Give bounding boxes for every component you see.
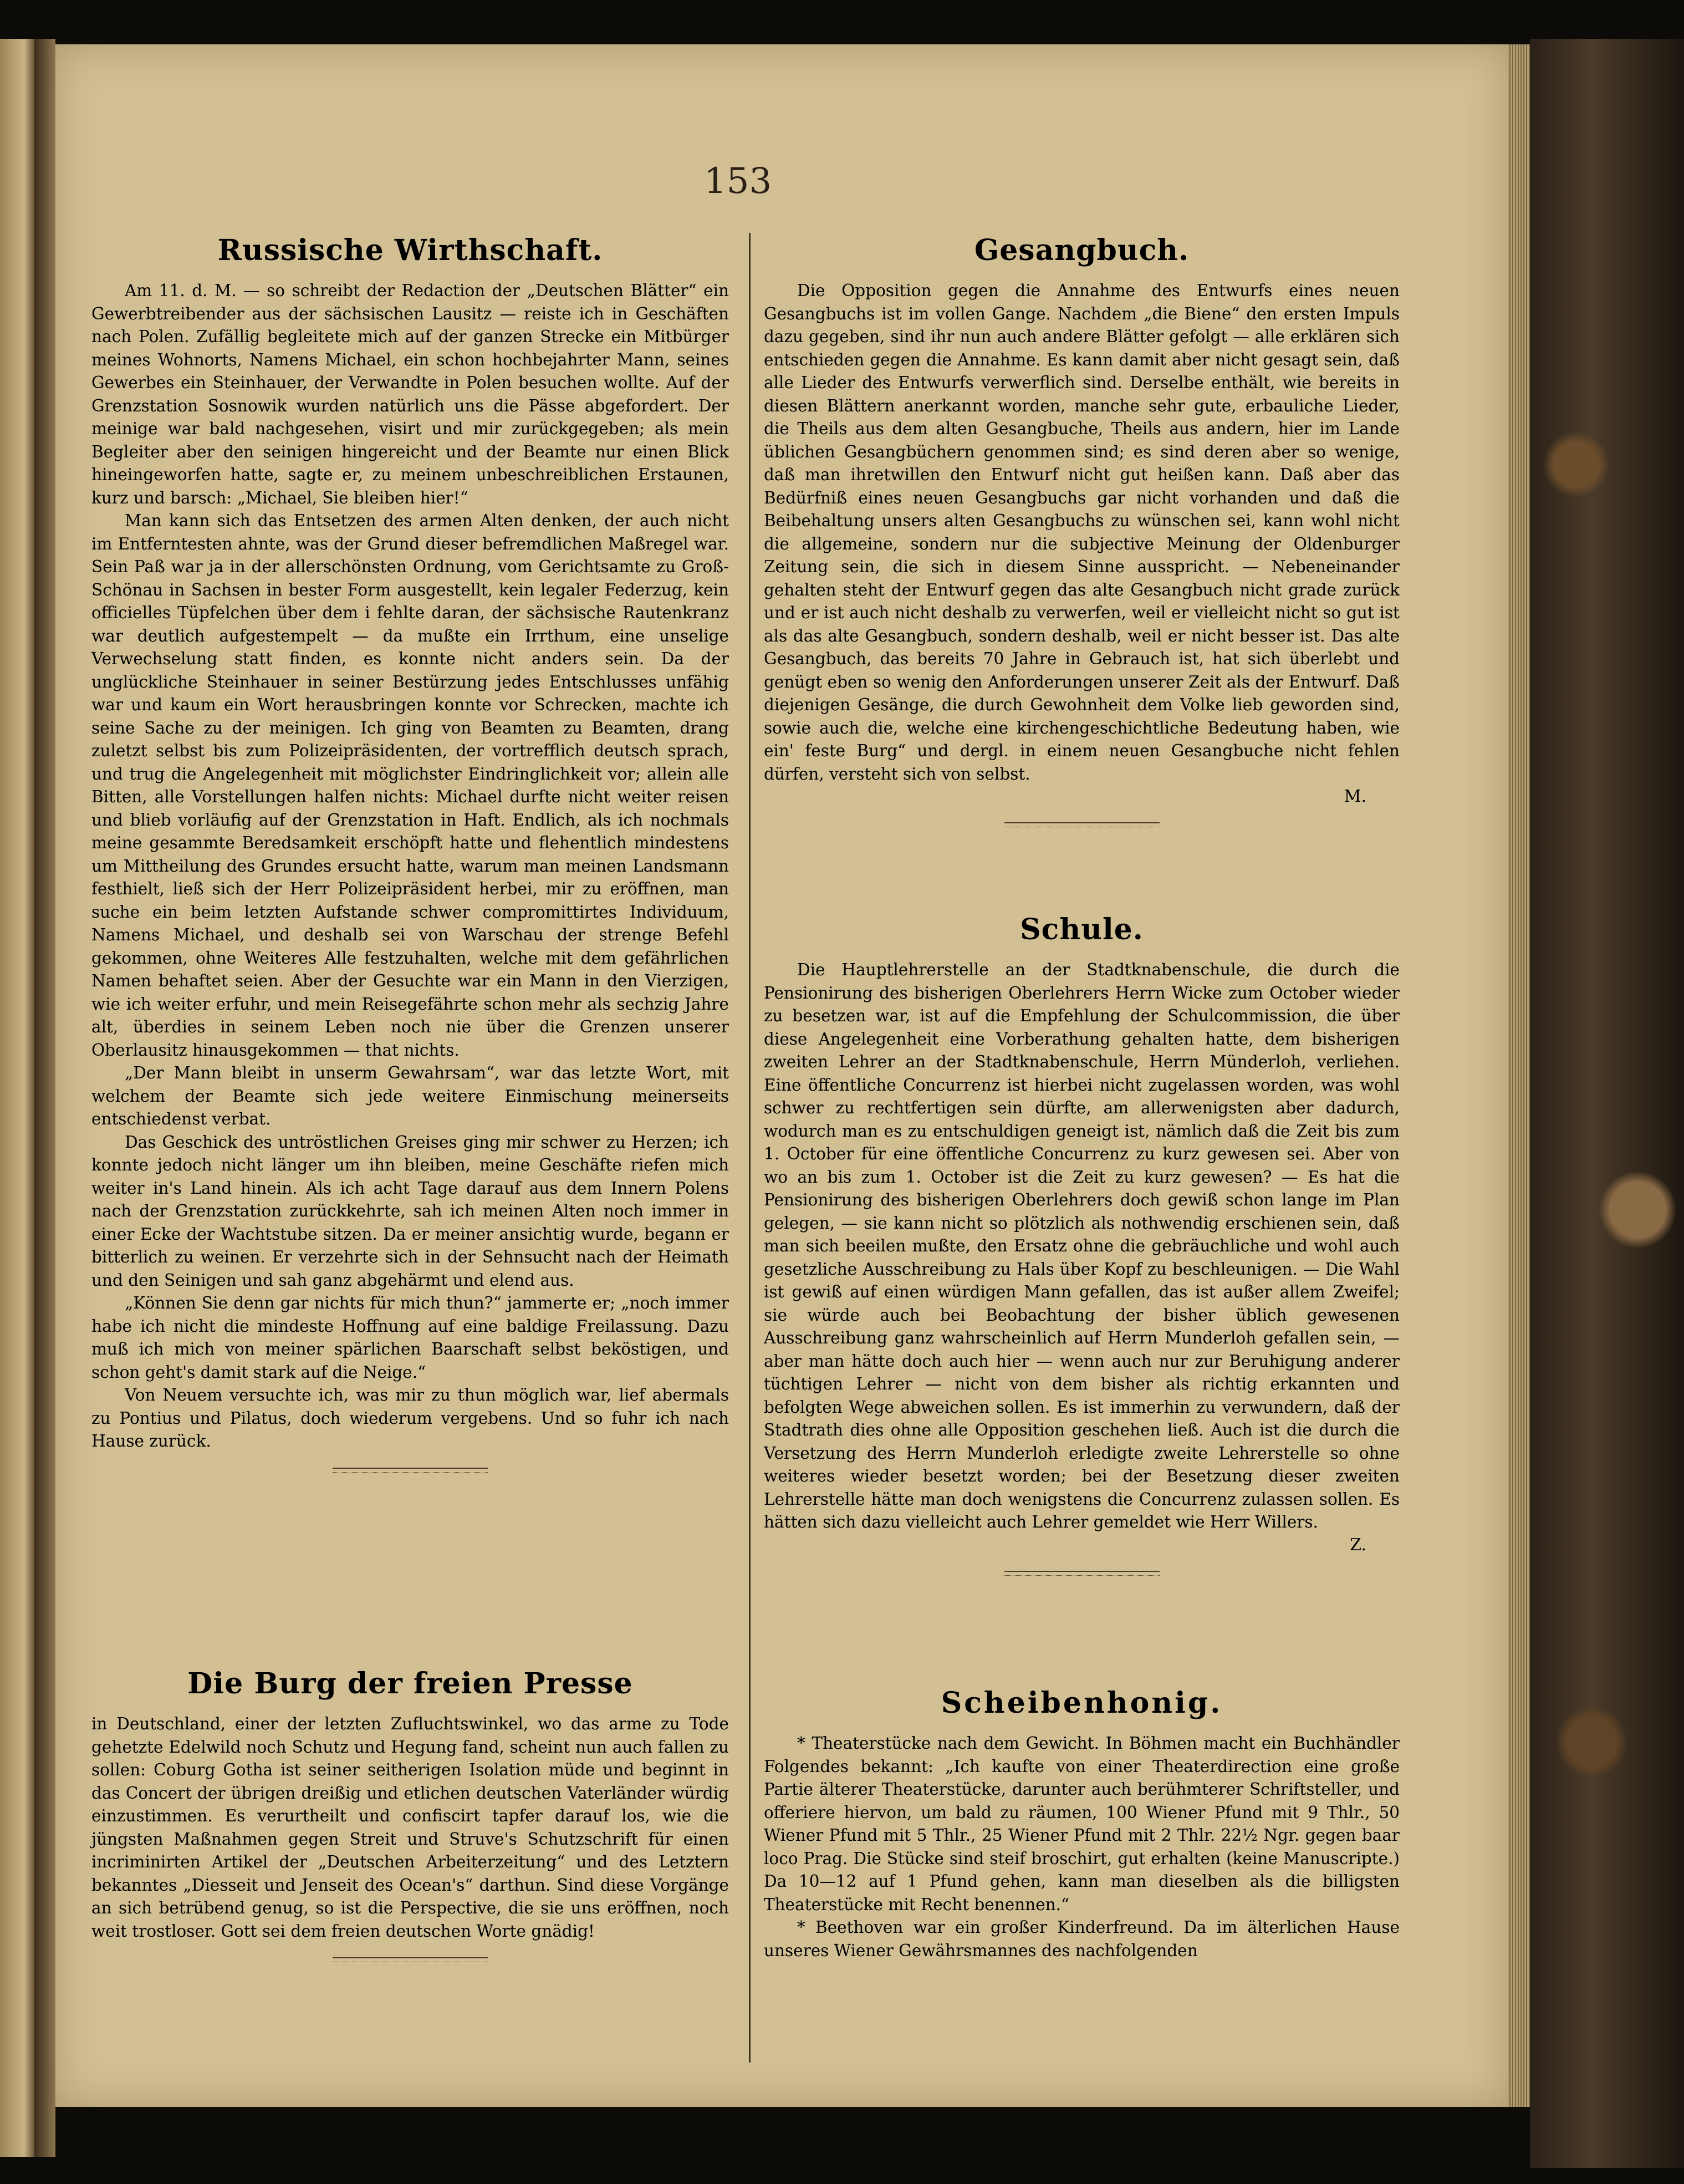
author-signature: Z. (1350, 1535, 1366, 1555)
paragraph: „Können Sie denn gar nichts für mich thun?“ jammerte er; „noch immer habe ich nicht die mindeste Hoffnung auf eine baldige Freilassung. Dazu muß ich mich von meiner spärlichen Baarschaft selbst beköstigen, und schon geht's damit stark auf die Neige.“ (91, 1294, 729, 1382)
article-title: Gesangbuch. (974, 233, 1190, 267)
book-gutter (34, 39, 55, 2157)
section-ornament (1004, 1571, 1160, 1576)
article-free-press (91, 1666, 729, 1981)
left-page-edge (0, 39, 34, 2157)
paragraph: Das Geschick des untröstlichen Greises ging mir schwer zu Herzen; ich konnte jedoch nicht länger um ihn bleiben, meine Geschäfte riefen mich weiter in's Land hinein. Als ich acht Tage darauf aus dem Innern Polens nach der Grenzstation zurückkehrte, sah ich meinen Alten noch immer in einer Ecke der Wachtstube sitzen. Da er meiner ansichtig wurde, begann er bitterlich zu weinen. Er verzehrte sich in der Sehnsucht nach der Heimath und den Seinigen und sah ganz abgehärmt und elend aus. (91, 1132, 729, 1290)
paragraph: Am 11. d. M. — so schreibt der Redaction der „Deutschen Blätter“ ein Gewerbtreibender aus der sächsischen Lausitz — reiste ich in Geschäften nach Polen. Zufällig begleitete mich auf der ganzen Strecke ein Mitbürger meines Wohnorts, Namens Michael, ein schon hochbejahrter Mann, seines Gewerbes ein Steinhauer, der Verwandte in Polen besuchen wollte. Auf der Grenzstation Sosnowik wurden natürlich uns die Pässe abgefordert. Der meinige war bald nachgesehen, visirt und mir zurückgegeben; als mein Begleiter aber den seinigen hingereicht und der Beamte nur einen Blick hineingeworfen hatte, sagte er, zu meinem unbeschreiblichen Erstaunen, kurz und barsch: „Michael, Sie bleiben hier!“ (91, 281, 729, 507)
article-body (91, 1713, 729, 1943)
section-ornament (333, 1468, 488, 1473)
paragraph: in Deutschland, einer der letzten Zufluchtswinkel, wo das arme zu Tode gehetzte Edelwild noch Schutz und Hegung fand, scheint nun auch fallen zu sollen: Coburg Gotha ist seiner seitherigen Isolation müde und beginnt in das Concert der übrigen dreißig und etlichen deutschen Vaterländer würdig einzustimmen. Es verurtheilt und confiscirt tapfer darauf los, wie die jüngsten Maßnahmen gegen Streit und Struve's Schutzschrift für einen incriminirten Artikel der „Deutschen Arbeiterzeitung“ und des Letztern bekanntes „Diesseit und Jenseit des Ocean's“ darthun. Sind diese Vorgänge an sich betrübend genug, so ist die Perspective, die sie uns eröffnen, noch weit trostloser. Gott sei dem freien deutschen Worte gnädig! (91, 1714, 729, 1941)
paragraph: Die Hauptlehrerstelle an der Stadtknabenschule, die durch die Pensionirung des bisherigen Oberlehrers Herrn Wicke zum October wieder zu besetzen war, ist auf die Empfehlung der Schulcommission, die über diese Angelegenheit eine Vorberathung gehalten hatte, dem bisherigen zweiten Lehrer an der Stadtknabenschule, Herrn Münderloh, verliehen. Eine öffentliche Concurrenz ist hierbei nicht zugelassen worden, was wohl schwer zu rechtfertigen sein dürfte, am allerwenigsten aber dadurch, wodurch man es zu entschuldigen geneigt ist, nämlich daß die Zeit bis zum 1. October für eine öffentliche Concurrenz zu kurz gewesen sei. Aber von wo an bis zum 1. October ist die Zeit zu kurz gewesen? — Es hat die Pensionirung des bisherigen Oberlehrers doch gewiß schon lange im Plan gelegen, — sie kann nicht so plötzlich als nothwendig erschienen sein, daß man sich beeilen mußte, den Ersatz ohne die gebräuchliche und wohl auch gesetzliche Ausschreibung zu Hals über Kopf zu beschleunigen. — Die Wahl ist gewiß auf einen würdigen Mann gefallen, das ist außer allem Zweifel; sie würde auch bei Beobachtung der bisher üblich gewesenen Ausschreibung ganz wahrscheinlich auf Herrn Munderloh gefallen sein, — aber man hätte doch auch hier — wenn auch nur zur Beruhigung anderer tüchtigen Lehrer — nicht von dem bisher als richtig erkannten und befolgten Wege abweichen sollen. Es ist immerhin zu verwundern, daß der Stadtrath dies ohne alle Opposition geschehen ließ. Auch ist die durch die Versetzung des Herrn Munderloh erledigte zweite Lehrerstelle so ohne weiteres wieder besetzt worden; bei der Besetzung dieser zweiten Lehrerstelle hätte man doch wenigstens die Concurrenz zulassen sollen. Es hätten sich dazu vielleicht auch Lehrer gemeldet wie Herr Willers. (764, 960, 1400, 1531)
section-ornament (1004, 822, 1160, 827)
article-russian-economy (91, 233, 729, 1491)
section-ornament (333, 1957, 488, 1962)
column-divider (749, 233, 751, 2063)
article-title: Die Burg der freien Presse (187, 1667, 633, 1701)
article-title: Russische Wirthschaft. (217, 233, 603, 267)
marbled-cover-edge (1530, 39, 1684, 2168)
paragraph: Die Opposition gegen die Annahme des Entwurfs eines neuen Gesangbuchs ist im vollen Gange. Nachdem „die Biene“ den ersten Impuls dazu gegeben, sind ihr nun auch andere Blätter gefolgt — alle erklären sich entschieden gegen die Annahme. Es kann damit aber nicht gesagt sein, daß alle Lieder des Entwurfs verwerflich sind. Derselbe enthält, wie bereits in diesen Blättern anerkannt worden, manche sehr gute, erbauliche Lieder, die Theils aus dem alten Gesangbuche, Theils aus andern, hier im Lande üblichen Gesangbüchern genommen sind; es sind deren aber so wenige, daß man ihretwillen den Entwurf nicht gut heißen kann. Daß aber das Bedürfniß eines neuen Gesangbuchs gar nicht vorhanden und daß die Beibehaltung unsers alten Gesangbuchs zu wünschen sei, kann wohl nicht die allgemeine, sondern nur die subjective Meinung der Oldenburger Zeitung sein, die sich in diesem Sinne ausspricht. — Nebeneinander gehalten steht der Entwurf gegen das alte Gesangbuch nicht grade zurück und er ist auch nicht deshalb zu verwerfen, weil er vielleicht nicht so gut ist als das alte Gesangbuch, sondern deshalb, weil er nicht besser ist. Das alte Gesangbuch, das bereits 70 Jahre in Gebrauch ist, hat sich überlebt und genügt eben so wenig den Anforderungen unserer Zeit als der Entwurf. Daß diejenigen Gesänge, die durch Gewohnheit dem Volke lieb geworden sind, sowie auch die, welche eine kirchengeschichtliche Bedeutung haben, wie ein' feste Burg“ und dergl. in einem neuen Gesangbuche nicht fehlen dürfen, versteht sich von selbst. (764, 281, 1400, 783)
paragraph: * Theaterstücke nach dem Gewicht. In Böhmen macht ein Buchhändler Folgendes bekannt: „Ich kaufte von einer Theaterdirection eine große Partie älterer Theaterstücke, darunter auch berühmterer Schriftsteller, und offeriere hiervon, um bald zu räumen, 100 Wiener Pfund mit 9 Thlr., 50 Wiener Pfund mit 5 Thlr., 25 Wiener Pfund mit 2 Thlr. 22½ Ngr. gegen baar loco Prag. Die Stücke sind steif broschirt, gut erhalten (keine Manuscripte.) Da 10—12 auf 1 Pfund gehen, kann man dieselben als die billigsten Theaterstücke mit Recht benennen.“ (764, 1734, 1400, 1914)
article-honeycomb (764, 1686, 1400, 1962)
page-number: 153 (704, 161, 772, 202)
paragraph: Von Neuem versuchte ich, was mir zu thun möglich war, lief abermals zu Pontius und Pilatus, doch wiederum vergebens. Und so fuhr ich nach Hause zurück. (91, 1386, 729, 1450)
paragraph: * Beethoven war ein großer Kinderfreund. Da im älterlichen Hause unseres Wiener Gewährsmannes des nachfolgenden (764, 1918, 1400, 1960)
paragraph: „Der Mann bleibt in unserm Gewahrsam“, war das letzte Wort, mit welchem der Beamte sich jede weitere Einmischung meinerseits entschiedenst verbat. (91, 1063, 729, 1128)
page-stack-edge (1508, 44, 1530, 2107)
article-body (764, 279, 1400, 786)
article-hymnbook (764, 233, 1400, 846)
article-body (764, 959, 1400, 1534)
author-signature: M. (1344, 787, 1366, 806)
article-school (764, 912, 1400, 1595)
article-title: Scheibenhonig. (941, 1686, 1223, 1720)
article-body (91, 279, 729, 1453)
article-body (764, 1732, 1400, 1962)
paragraph: Man kann sich das Entsetzen des armen Alten denken, der auch nicht im Entferntesten ahnte, was der Grund dieser befremdlichen Maßregel war. Sein Paß war ja in der allerschönsten Ordnung, vom Gerichtsamte zu Groß-Schönau in Sachsen in bester Form ausgestellt, kein legaler Federzug, kein officielles Tüpfelchen über dem i fehlte daran, der sächsische Rautenkranz war deutlich aufgestempelt — da mußte ein Irrthum, eine unselige Verwechselung statt finden, es konnte nicht anders sein. Da der unglückliche Steinhauer in seiner Bestürzung jedes Entschlusses unfähig war und kaum ein Wort herausbringen konnte vor Schrecken, machte ich seine Sache zu der meinigen. Ich ging von Beamten zu Beamten, drang zuletzt selbst bis zum Polizeipräsidenten, der vortrefflich deutsch sprach, und trug die Angelegenheit mit möglichster Eindringlichkeit vor; allein alle Bitten, alle Vorstellungen halfen nichts: Michael durfte nicht weiter reisen und blieb vorläufig auf der Grenzstation in Haft. Endlich, als ich nochmals meine gesammte Beredsamkeit erschöpft hatte und flehentlich mindestens um Mittheilung des Grundes ersucht hatte, warum man meinen Landsmann festhielt, ließ sich der Herr Polizeipräsident herbei, mir zu eröffnen, man suche ein beim letzten Aufstande schwer compromittirtes Individuum, Namens Michael, und deshalb sei von Warschau der strenge Befehl gekommen, ohne Weiteres Alle festzuhalten, welche mit dem gefährlichen Namen behaftet seien. Aber der Gesuchte war ein Mann in den Vierzigen, wie ich weiter erfuhr, und mein Reisegefährte schon mehr als sechzig Jahre alt, überdies in seinem Leben noch nie über die Grenzen unserer Oberlausitz hinausgekommen — that nichts. (91, 511, 729, 1060)
article-title: Schule. (1020, 913, 1144, 946)
